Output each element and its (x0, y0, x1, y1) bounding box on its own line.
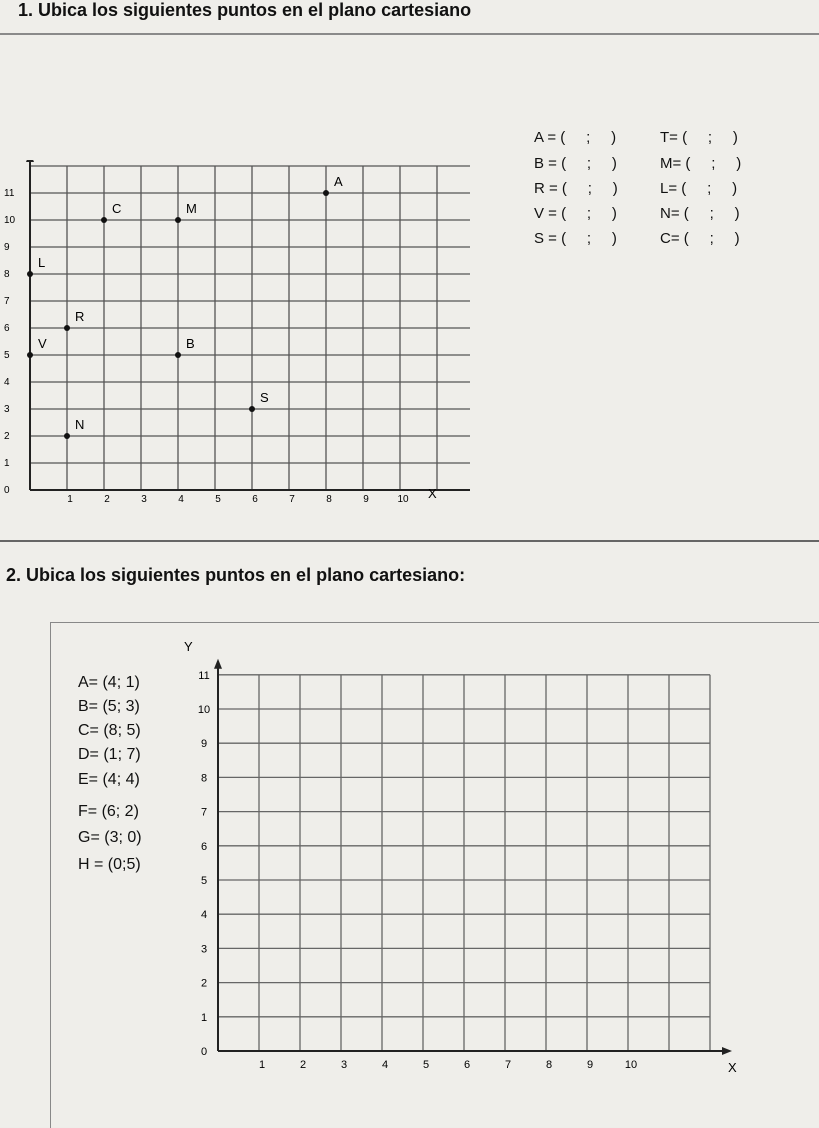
y-tick-label: 4 (4, 377, 10, 388)
x-tick-label: 6 (252, 494, 258, 505)
y-tick-label: 3 (4, 404, 10, 415)
y-tick-label: 9 (4, 242, 10, 253)
y-axis-arrow (214, 659, 222, 669)
point-marker (323, 190, 329, 196)
x-tick-label: 8 (545, 1059, 553, 1071)
x-tick-label: 10 (624, 1059, 638, 1071)
point-marker (64, 325, 70, 331)
x-tick-label: 5 (422, 1059, 430, 1071)
point-marker (175, 352, 181, 358)
answer-line: M= ( ; ) (660, 155, 742, 172)
answer-line: V = ( ; ) (534, 205, 617, 222)
divider-middle (0, 540, 819, 542)
x-tick-label: 6 (463, 1059, 471, 1071)
x-tick-label: 5 (215, 494, 221, 505)
x-tick-label: 2 (104, 494, 110, 505)
point-item: B= (5; 3) (78, 698, 140, 715)
cartesian-plane-2 (180, 632, 760, 1087)
point-item: F= (6; 2) (78, 803, 139, 820)
x-tick-label: 8 (326, 494, 332, 505)
point-marker (27, 352, 33, 358)
divider-top (0, 33, 819, 35)
point-item: C= (8; 5) (78, 722, 141, 739)
x-tick-label: 4 (381, 1059, 389, 1071)
x-tick-label: 3 (340, 1059, 348, 1071)
point-label: A (334, 174, 343, 189)
y-tick-label: 2 (200, 977, 208, 990)
y-tick-label: 3 (200, 943, 208, 956)
answer-line: N= ( ; ) (660, 205, 740, 222)
y-tick-label: 1 (4, 458, 10, 469)
y-tick-label: 5 (200, 875, 208, 887)
exercise-2-title: 2. Ubica los siguientes puntos en el plano cartesiano: (6, 565, 466, 585)
answer-line: R = ( ; ) (534, 180, 618, 197)
point-marker (64, 433, 70, 439)
x-tick-label: 7 (504, 1059, 512, 1071)
y-tick-label: 9 (200, 738, 208, 751)
y-tick-label: 10 (4, 215, 16, 226)
y-tick-label: 8 (4, 269, 10, 280)
cartesian-plane-1 (0, 160, 470, 520)
plane-1-points (27, 174, 343, 439)
point-item: H = (0;5) (78, 856, 141, 873)
point-label: V (38, 336, 47, 351)
y-tick-label: 0 (4, 485, 10, 496)
x-tick-label: 7 (289, 494, 295, 505)
answer-line: T= ( ; ) (660, 129, 738, 146)
x-axis-label: X (428, 486, 437, 501)
plane-2-grid (214, 659, 732, 1055)
y-tick-label: 8 (200, 772, 208, 785)
x-axis-arrow (722, 1047, 732, 1055)
x-tick-label: 1 (67, 494, 73, 505)
answer-line: B = ( ; ) (534, 155, 617, 172)
point-label: N (75, 417, 85, 432)
x-tick-label: 3 (141, 494, 147, 505)
point-item: E= (4; 4) (78, 771, 140, 788)
answer-line: C= ( ; ) (660, 230, 740, 247)
point-marker (101, 217, 107, 223)
y-tick-label: 6 (200, 840, 208, 853)
exercise-1-title: 1. Ubica los siguientes puntos en el plano cartesiano (18, 0, 472, 20)
point-label: R (75, 309, 85, 324)
answer-line: S = ( ; ) (534, 230, 617, 247)
point-marker (249, 406, 255, 412)
y-tick-label: 11 (4, 188, 15, 199)
point-label: B (186, 336, 195, 351)
answer-line: A = ( ; ) (534, 129, 617, 146)
x-tick-label: 9 (363, 494, 369, 505)
y-axis-label: Y (184, 639, 193, 654)
answer-line: L= ( ; ) (660, 180, 738, 197)
plane-1-grid (26, 160, 470, 494)
point-marker (175, 217, 181, 223)
point-marker (27, 271, 33, 277)
y-tick-label: 11 (198, 669, 210, 682)
y-tick-label: 2 (4, 431, 10, 442)
point-label: C (112, 201, 122, 216)
x-tick-label: 4 (178, 494, 184, 505)
x-axis-label: X (728, 1060, 737, 1075)
y-tick-label: 10 (197, 704, 211, 716)
y-axis-arrow (26, 160, 34, 162)
point-item: G= (3; 0) (78, 829, 142, 846)
x-tick-label: 1 (258, 1059, 266, 1071)
y-tick-label: 7 (4, 296, 10, 307)
point-item: A= (4; 1) (78, 674, 140, 691)
x-tick-label: 10 (397, 494, 409, 505)
point-label: L (38, 255, 46, 270)
x-tick-label: 2 (299, 1059, 307, 1071)
y-tick-label: 7 (200, 806, 208, 819)
point-item: D= (1; 7) (78, 746, 141, 763)
point-label: M (186, 201, 197, 216)
y-tick-label: 1 (200, 1011, 208, 1024)
y-tick-label: 5 (4, 350, 10, 361)
y-tick-label: 6 (4, 323, 10, 334)
plane-1-tick-labels (4, 188, 409, 505)
point-label: S (260, 390, 269, 405)
x-tick-label: 9 (586, 1059, 594, 1071)
y-tick-label: 0 (200, 1046, 208, 1058)
plane-2-tick-labels (198, 670, 637, 1071)
y-tick-label: 4 (200, 909, 208, 922)
